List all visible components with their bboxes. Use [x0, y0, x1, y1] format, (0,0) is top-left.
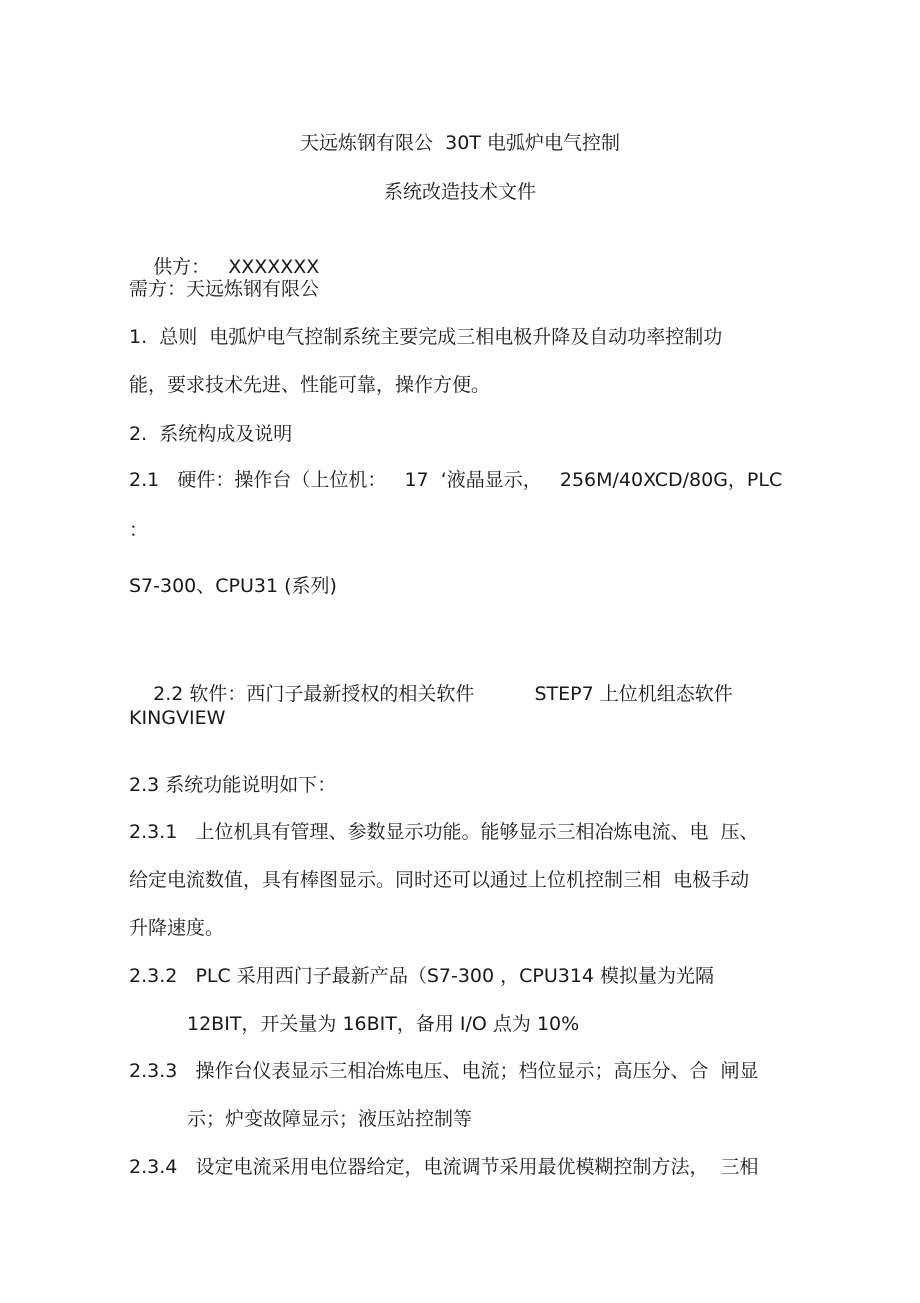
supplier-label: 供方：	[153, 256, 211, 278]
section-2-3-4-line-1: 2.3.4 设定电流采用电位器给定，电流调节采用最优模糊控制方法， 三相	[129, 1156, 759, 1178]
section-2-2-step7: STEP7 上位机组态软件	[534, 683, 733, 705]
section-2-3-2-line-1: 2.3.2 PLC 采用西门子最新产品（S7-300 ，CPU314 模拟量为光隔	[129, 965, 715, 987]
section-2-1-line-3: S7-300、CPU31 (系列)	[129, 575, 337, 597]
section-2-3-heading: 2.3 系统功能说明如下：	[129, 774, 337, 796]
document-title-line-1: 天远炼钢有限公 30T 电弧炉电气控制	[300, 132, 620, 154]
section-2-3-3-line-2: 示；炉变故障显示；液压站控制等	[187, 1108, 473, 1130]
section-2-2-software: 2.2 软件：西门子最新授权的相关软件	[153, 683, 475, 705]
section-2-1-line-2: ：	[129, 519, 149, 541]
section-2-1-line-1: 2.1 硬件：操作台（上位机： 17 ‘液晶显示， 256M/40XCD/80G，PLC	[129, 469, 783, 491]
section-2-3-3-line-1: 2.3.3 操作台仪表显示三相冶炼电压、电流；档位显示；高压分、合 闸显	[129, 1060, 759, 1082]
section-2-3-2-line-2: 12BIT，开关量为 16BIT，备用 I/O 点为 10%	[187, 1013, 580, 1035]
section-2-3-1-line-2: 给定电流数值，具有棒图显示。同时还可以通过上位机控制三相 电极手动	[129, 869, 750, 891]
buyer-line: 需方：天远炼钢有限公	[129, 278, 320, 300]
supplier-value: XXXXXXX	[228, 256, 320, 278]
section-2-3-1-line-1: 2.3.1 上位机具有管理、参数显示功能。能够显示三相冶炼电流、电 压、	[129, 821, 759, 843]
section-2-heading: 2. 系统构成及说明	[129, 423, 293, 445]
document-title-line-2: 系统改造技术文件	[383, 181, 536, 203]
section-1-line-2: 能，要求技术先进、性能可靠，操作方便。	[129, 374, 491, 396]
section-2-2-line-2: KINGVIEW	[129, 707, 226, 729]
section-1-line-1: 1. 总则 电弧炉电气控制系统主要完成三相电极升降及自动功率控制功	[129, 326, 723, 348]
section-2-3-1-line-3: 升降速度。	[129, 917, 225, 939]
